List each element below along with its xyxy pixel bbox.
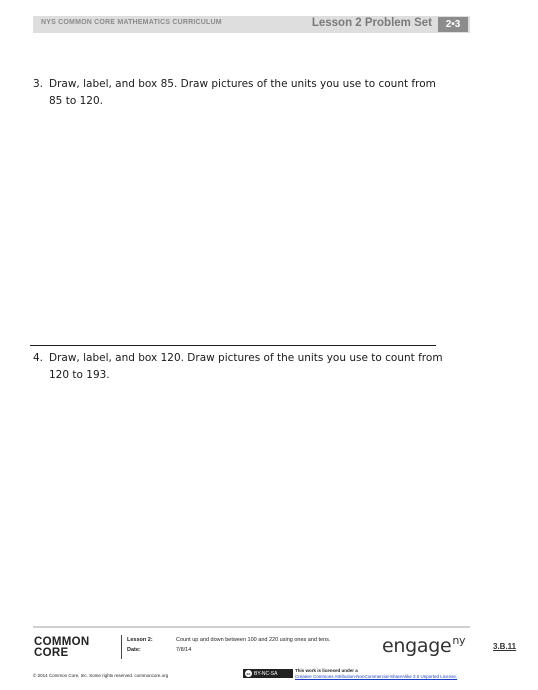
problem-number: 4. [33, 352, 44, 364]
lesson-title: Lesson 2 Problem Set [311, 17, 432, 29]
brand-superscript: ny [452, 634, 466, 647]
engageny-logo [382, 634, 465, 657]
page-code: 3.B.11 [493, 642, 517, 651]
copyright-text: © 2014 Common Core, Inc. Some rights reserved. commoncore.org [33, 673, 169, 678]
problem-text: Draw, label, and box 120. Draw pictures of the units you use to count from 120 to 193. [49, 352, 443, 381]
lesson-label: Lesson 2: [127, 637, 153, 643]
logo-line-1: COMMON [34, 636, 90, 648]
curriculum-title: NYS COMMON CORE MATHEMATICS CURRICULUM [41, 19, 222, 26]
lesson-description: Count up and down between 100 and 220 using ones and tens. [176, 637, 331, 643]
cc-license-badge [243, 669, 293, 678]
grade-badge: 2•3 [438, 17, 468, 32]
header-bar [33, 16, 470, 33]
common-core-logo [34, 637, 89, 658]
cc-icon: cc [246, 671, 251, 676]
problem-text: Draw, label, and box 85. Draw pictures of the units you use to count from 85 to 120. [49, 78, 436, 107]
license-intro: This work is licensed under a [295, 668, 358, 673]
footer-rule [33, 626, 470, 628]
date-label: Date: [127, 647, 141, 653]
license-link[interactable]: Creative Commons Attribution-NonCommercial-ShareAlike 3.0 Unported License. [295, 674, 458, 679]
date-value: 7/8/14 [176, 647, 192, 653]
logo-line-2: CORE [34, 646, 69, 659]
footer-separator [121, 635, 122, 659]
problem-number: 3. [33, 78, 44, 90]
badge-text: BY-NC-SA [254, 670, 278, 677]
brand-text: engage [382, 635, 452, 657]
section-divider [30, 345, 436, 346]
